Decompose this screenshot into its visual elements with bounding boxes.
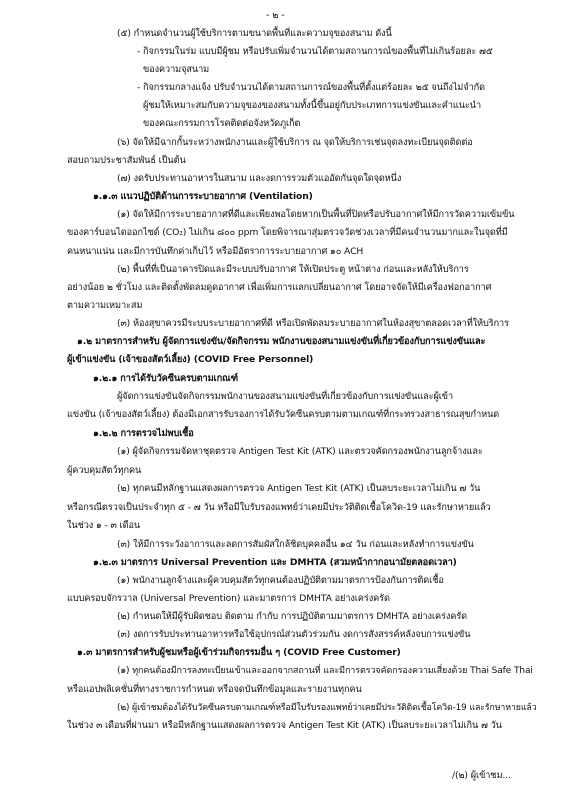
continuation-note: /(๒) ผู้เข้าชม... [452, 770, 511, 781]
text-line: (๒) กำหนดให้มีผู้รับผิดชอบ ติดตาม กำกับ การปฏิบัติตามมาตรการ DMHTA อย่างเคร่งครัด [117, 611, 467, 622]
text-line: (๖) จัดให้มีฉากกั้นระหว่างพนักงานและผู้ใช้บริการ ณ จุดให้บริการเช่นจุดลงทะเบียนจุดติดต่อ [117, 137, 473, 148]
section-heading: ๑.๒.๑ การได้รับวัคซีนครบตามเกณฑ์ [93, 373, 238, 384]
text-line: (๓) งดการรับประทานอาหารหรือใช้อุปกรณ์ส่วนตัวร่วมกัน งดการสังสรรค์หลังจบการแข่งขัน [117, 629, 471, 640]
text-line: (๓) ให้มีการระวังอาการและลดการสัมผัสใกล้ชิดบุคคลอื่น ๑๔ วัน ก่อนและหลังทำการแข่งขัน [117, 539, 474, 550]
text-line: ของคณะกรรมการโรคติดต่อจังหวัดภูเก็ต [143, 118, 301, 129]
text-line: ของคาร์บอนไดออกไซด์ (CO₂) ไม่เกิน ๘๐๐ ppm โดยพิจารณาสุ่มตรวจวัดช่วงเวลาที่มีคนจำนวนมากและในจุดที่มี [67, 227, 508, 238]
text-line: (๑) ผู้จัดกิจกรรมจัดหาชุดตรวจ Antigen Test Kit (ATK) และตรวจคัดกรองพนักงานลูกจ้างและ [117, 446, 483, 457]
text-line: ผู้ควบคุมสัตว์ทุกคน [67, 465, 142, 476]
section-heading: ๑.๒ มาตรการสำหรับ ผู้จัดการแข่งขัน/จัดกิจกรรม พนักงานของสนามแข่งขันที่เกี่ยวข้องกับการแข่งขันและ [77, 336, 486, 347]
text-line: (๗) งดรับประทานอาหารในสนาม และงดการรวมตัวแออัดกันจุดใดจุดหนึ่ง [117, 173, 402, 184]
text-line: (๑) จัดให้มีการระบายอากาศที่ดีและเพียงพอโดยหากเป็นพื้นที่ปิดหรือปรับอากาศให้มีการวัดความเข้มข้น [117, 209, 515, 220]
text-line: (๒) พื้นที่ที่เป็นอาคารปิดและมีระบบปรับอากาศ ให้เปิดประตู หน้าต่าง ก่อนและหลังให้บริการ [117, 264, 469, 275]
section-heading: ผู้เข้าแข่งขัน (เจ้าของสัตว์เลี้ยง) (COVID Free Personnel) [67, 354, 314, 365]
text-line: หรือแอปพลิเคชั่นที่ทางราชการกำหนด หรือจดบันทึกข้อมูลและรายงานทุกคน [67, 684, 362, 695]
section-heading: ๑.๓ มาตรการสำหรับผู้ชมหรือผู้เข้าร่วมกิจกรรมอื่น ๆ (COVID Free Customer) [77, 647, 401, 658]
text-line: หรือกรณีตรวจเป็นประจำทุก ๕ - ๗ วัน หรือมีใบรับรองแพทย์ว่าเคยมีประวัติติดเชื้อโควิด-19 และรักษาหายแล้ว [67, 502, 491, 513]
text-line: (๒) ทุกคนมีหลักฐานแสดงผลการตรวจ Antigen Test Kit (ATK) เป็นลบระยะเวลาไม่เกิน ๗ วัน [117, 483, 481, 494]
section-heading: ๑.๒.๒ การตรวจไม่พบเชื้อ [93, 428, 194, 439]
text-line: ผู้จัดการแข่งขันจัดกิจกรรมพนักงานของสนามแข่งขันที่เกี่ยวข้องกับการแข่งขันและผู้เข้า [117, 391, 454, 402]
text-line: (๑) ทุกคนต้องมีการลงทะเบียนเข้าและออกจากสถานที่ และมีการตรวจคัดกรองความเสี่ยงด้วย Thai Safe Thai [117, 666, 533, 676]
text-line: อย่างน้อย ๒ ชั่วโมง และติดตั้งพัดลมดูดอากาศ เพื่อเพิ่มการแลกเปลี่ยนอากาศ โดยอาจจัดให้มีเครื่องฟอกอากาศ [67, 282, 492, 293]
text-line: (๒) ผู้เข้าชมต้องได้รับวัคซีนครบตามเกณฑ์หรือมีใบรับรองแพทย์ว่าเคยมีประวัติติดเชื้อโควิด-19 และรักษาหายแล้ว [117, 703, 537, 713]
text-line: ตามความเหมาะสม [67, 300, 143, 311]
text-line: - กิจกรรมในร่ม แบบมีผู้ชม หรือปรับเพิ่มจำนวนได้ตามสถานการณ์ของพื้นที่ไม่เกินร้อยละ ๗๕ [137, 46, 493, 57]
text-line: แบบครอบจักรวาล (Universal Prevention) และมาตรการ DMHTA อย่างเคร่งครัด [67, 593, 390, 604]
section-heading: ๑.๑.๓ แนวปฏิบัติด้านการระบายอากาศ (Ventilation) [93, 191, 313, 202]
text-line: ผู้ชมให้เหมาะสมกับความจุของของสนามทั้งนี้ขึ้นอยู่กับประเภทการแข่งขันและคำแนะนำ [143, 100, 482, 111]
text-line: ของความจุสนาม [143, 64, 210, 75]
text-line: คนหนาแน่น และมีการบันทึกค่าเก็บไว้ หรือมีอัตราการระบายอากาศ ๑๐ ACH [67, 246, 364, 257]
text-line: ในช่วง ๓ เดือนที่ผ่านมา หรือมีหลักฐานแสดงผลการตรวจ Antigen Test Kit (ATK) เป็นลบระยะเวลาไม่เกิน ๗ วัน [67, 720, 502, 731]
text-line: - กิจกรรมกลางแจ้ง ปรับจำนวนได้ตามสถานการณ์ของพื้นที่ตั้งแต่ร้อยละ ๒๕ จนถึงไม่จำกัด [137, 82, 485, 93]
text-line: แข่งขัน (เจ้าของสัตว์เลี้ยง) ต้องมีเอกสารรับรองการได้รับวัคซีนครบตามตามเกณฑ์ที่กระทรวงสาธารณสุขกำหนด [67, 409, 500, 420]
text-line: ในช่วง ๑ - ๓ เดือน [67, 520, 141, 531]
text-line: สอบถามประชาสัมพันธ์ เป็นต้น [67, 155, 186, 166]
text-line: (๑) พนักงานลูกจ้างและผู้ควบคุมสัตว์ทุกคนต้องปฏิบัติตามมาตรการป้องกันการติดเชื้อ [117, 575, 444, 586]
section-heading: ๑.๒.๓ มาตรการ Universal Prevention และ DMHTA (สวมหน้ากากอนามัยตลอดเวลา) [93, 557, 457, 568]
page-number: - ๒ - [266, 10, 285, 21]
text-line: (๓) ห้องสุขาควรมีระบบระบายอากาศที่ดี หรือเปิดพัดลมระบายอากาศในห้องสุขาตลอดเวลาที่ให้บริการ [117, 318, 509, 329]
text-line: (๕) กำหนดจำนวนผู้ใช้บริการตามขนาดพื้นที่และความจุของสนาม ดังนี้ [117, 28, 392, 39]
